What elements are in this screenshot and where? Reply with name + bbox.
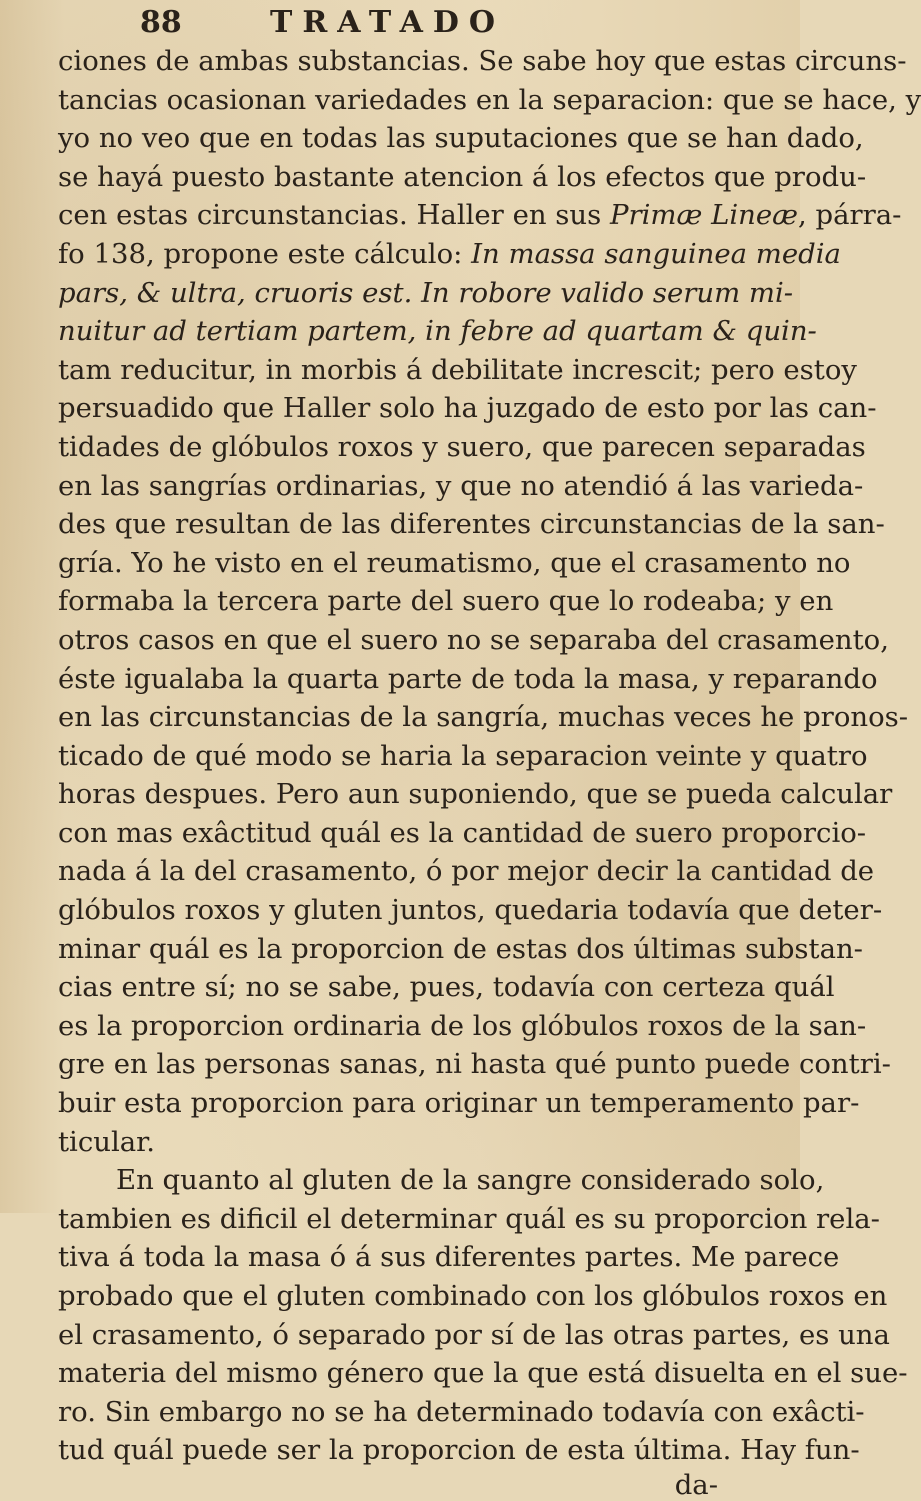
text-line: ticado de qué modo se haria la separacion veinte y quatro (58, 739, 868, 772)
text-line: gre en las personas sanas, ni hasta qué punto puede contri- (58, 1048, 891, 1081)
text-fragment: fo 138, propone este cálculo: (58, 237, 463, 270)
catchword: da- (674, 1468, 718, 1501)
text-line: glóbulos roxos y gluten juntos, quedaria todavía que deter- (58, 894, 883, 927)
text-line (58, 235, 841, 274)
page-header (58, 6, 760, 40)
text-line: En quanto al gluten de la sangre considerado solo, (116, 1164, 825, 1197)
text-line: des que resultan de las diferentes circunstancias de la san- (58, 508, 885, 541)
italic-quote: In massa sanguinea media (471, 237, 841, 270)
text-line: horas despues. Pero aun suponiendo, que se pueda calcular (58, 778, 893, 811)
text-line: el crasamento, ó separado por sí de las otras partes, es una (58, 1318, 890, 1351)
text-line: se hayá puesto bastante atencion á los efectos que produ- (58, 160, 867, 193)
text-line: ro. Sin embargo no se ha determinado todavía con exâcti- (58, 1395, 865, 1428)
page-number: 88 (140, 5, 182, 40)
body-text (58, 42, 921, 1470)
text-line: con mas exâctitud quál es la cantidad de suero proporcio- (58, 816, 867, 849)
text-line: tidades de glóbulos roxos y suero, que parecen separadas (58, 430, 866, 463)
text-line: buir esta proporcion para originar un temperamento par- (58, 1087, 860, 1120)
text-line: persuadido que Haller solo ha juzgado de esto por las can- (58, 392, 877, 425)
text-line: nada á la del crasamento, ó por mejor decir la cantidad de (58, 855, 875, 888)
italic-title: Primæ Lineæ (609, 199, 798, 232)
text-line: en las sangrías ordinarias, y que no atendió á las varieda- (58, 469, 864, 502)
text-fragment: , párra- (798, 199, 902, 232)
text-line: yo no veo que en todas las suputaciones que se han dado, (58, 122, 864, 155)
text-fragment: cen estas circunstancias. Haller en sus (58, 199, 602, 232)
text-line (58, 196, 902, 235)
text-line: cias entre sí; no se sabe, pues, todavía con certeza quál (58, 971, 835, 1004)
text-line: nuitur ad tertiam partem, in febre ad quartam & quin- (58, 315, 817, 348)
text-line: en las circunstancias de la sangría, muchas veces he pronos- (58, 701, 909, 734)
text-line: tud quál puede ser la proporcion de esta última. Hay fun- (58, 1434, 860, 1467)
text-line: ticular. (58, 1125, 156, 1158)
text-line: gría. Yo he visto en el reumatismo, que el crasamento no (58, 546, 851, 579)
text-line: ciones de ambas substancias. Se sabe hoy que estas circuns- (58, 45, 907, 77)
text-line: materia del mismo género que la que está disuelta en el sue- (58, 1357, 908, 1390)
text-line: éste igualaba la quarta parte de toda la masa, y reparando (58, 662, 878, 695)
text-line: es la proporcion ordinaria de los glóbulos roxos de la san- (58, 1009, 867, 1042)
text-line: tancias ocasionan variedades en la separacion: que se hace, y (58, 83, 921, 116)
text-line: formaba la tercera parte del suero que lo rodeaba; y en (58, 585, 834, 618)
text-line: tiva á toda la masa ó á sus diferentes partes. Me parece (58, 1241, 840, 1274)
text-line: minar quál es la proporcion de estas dos últimas substan- (58, 932, 863, 965)
text-line: tambien es dificil el determinar quál es su proporcion rela- (58, 1202, 880, 1235)
text-line: probado que el gluten combinado con los glóbulos roxos en (58, 1280, 888, 1312)
running-title: TRATADO (270, 5, 505, 40)
text-line: tam reducitur, in morbis á debilitate increscit; pero estoy (58, 353, 857, 386)
text-line: pars, & ultra, cruoris est. In robore valido serum mi- (58, 276, 794, 309)
text-line: otros casos en que el suero no se separaba del crasamento, (58, 623, 889, 656)
